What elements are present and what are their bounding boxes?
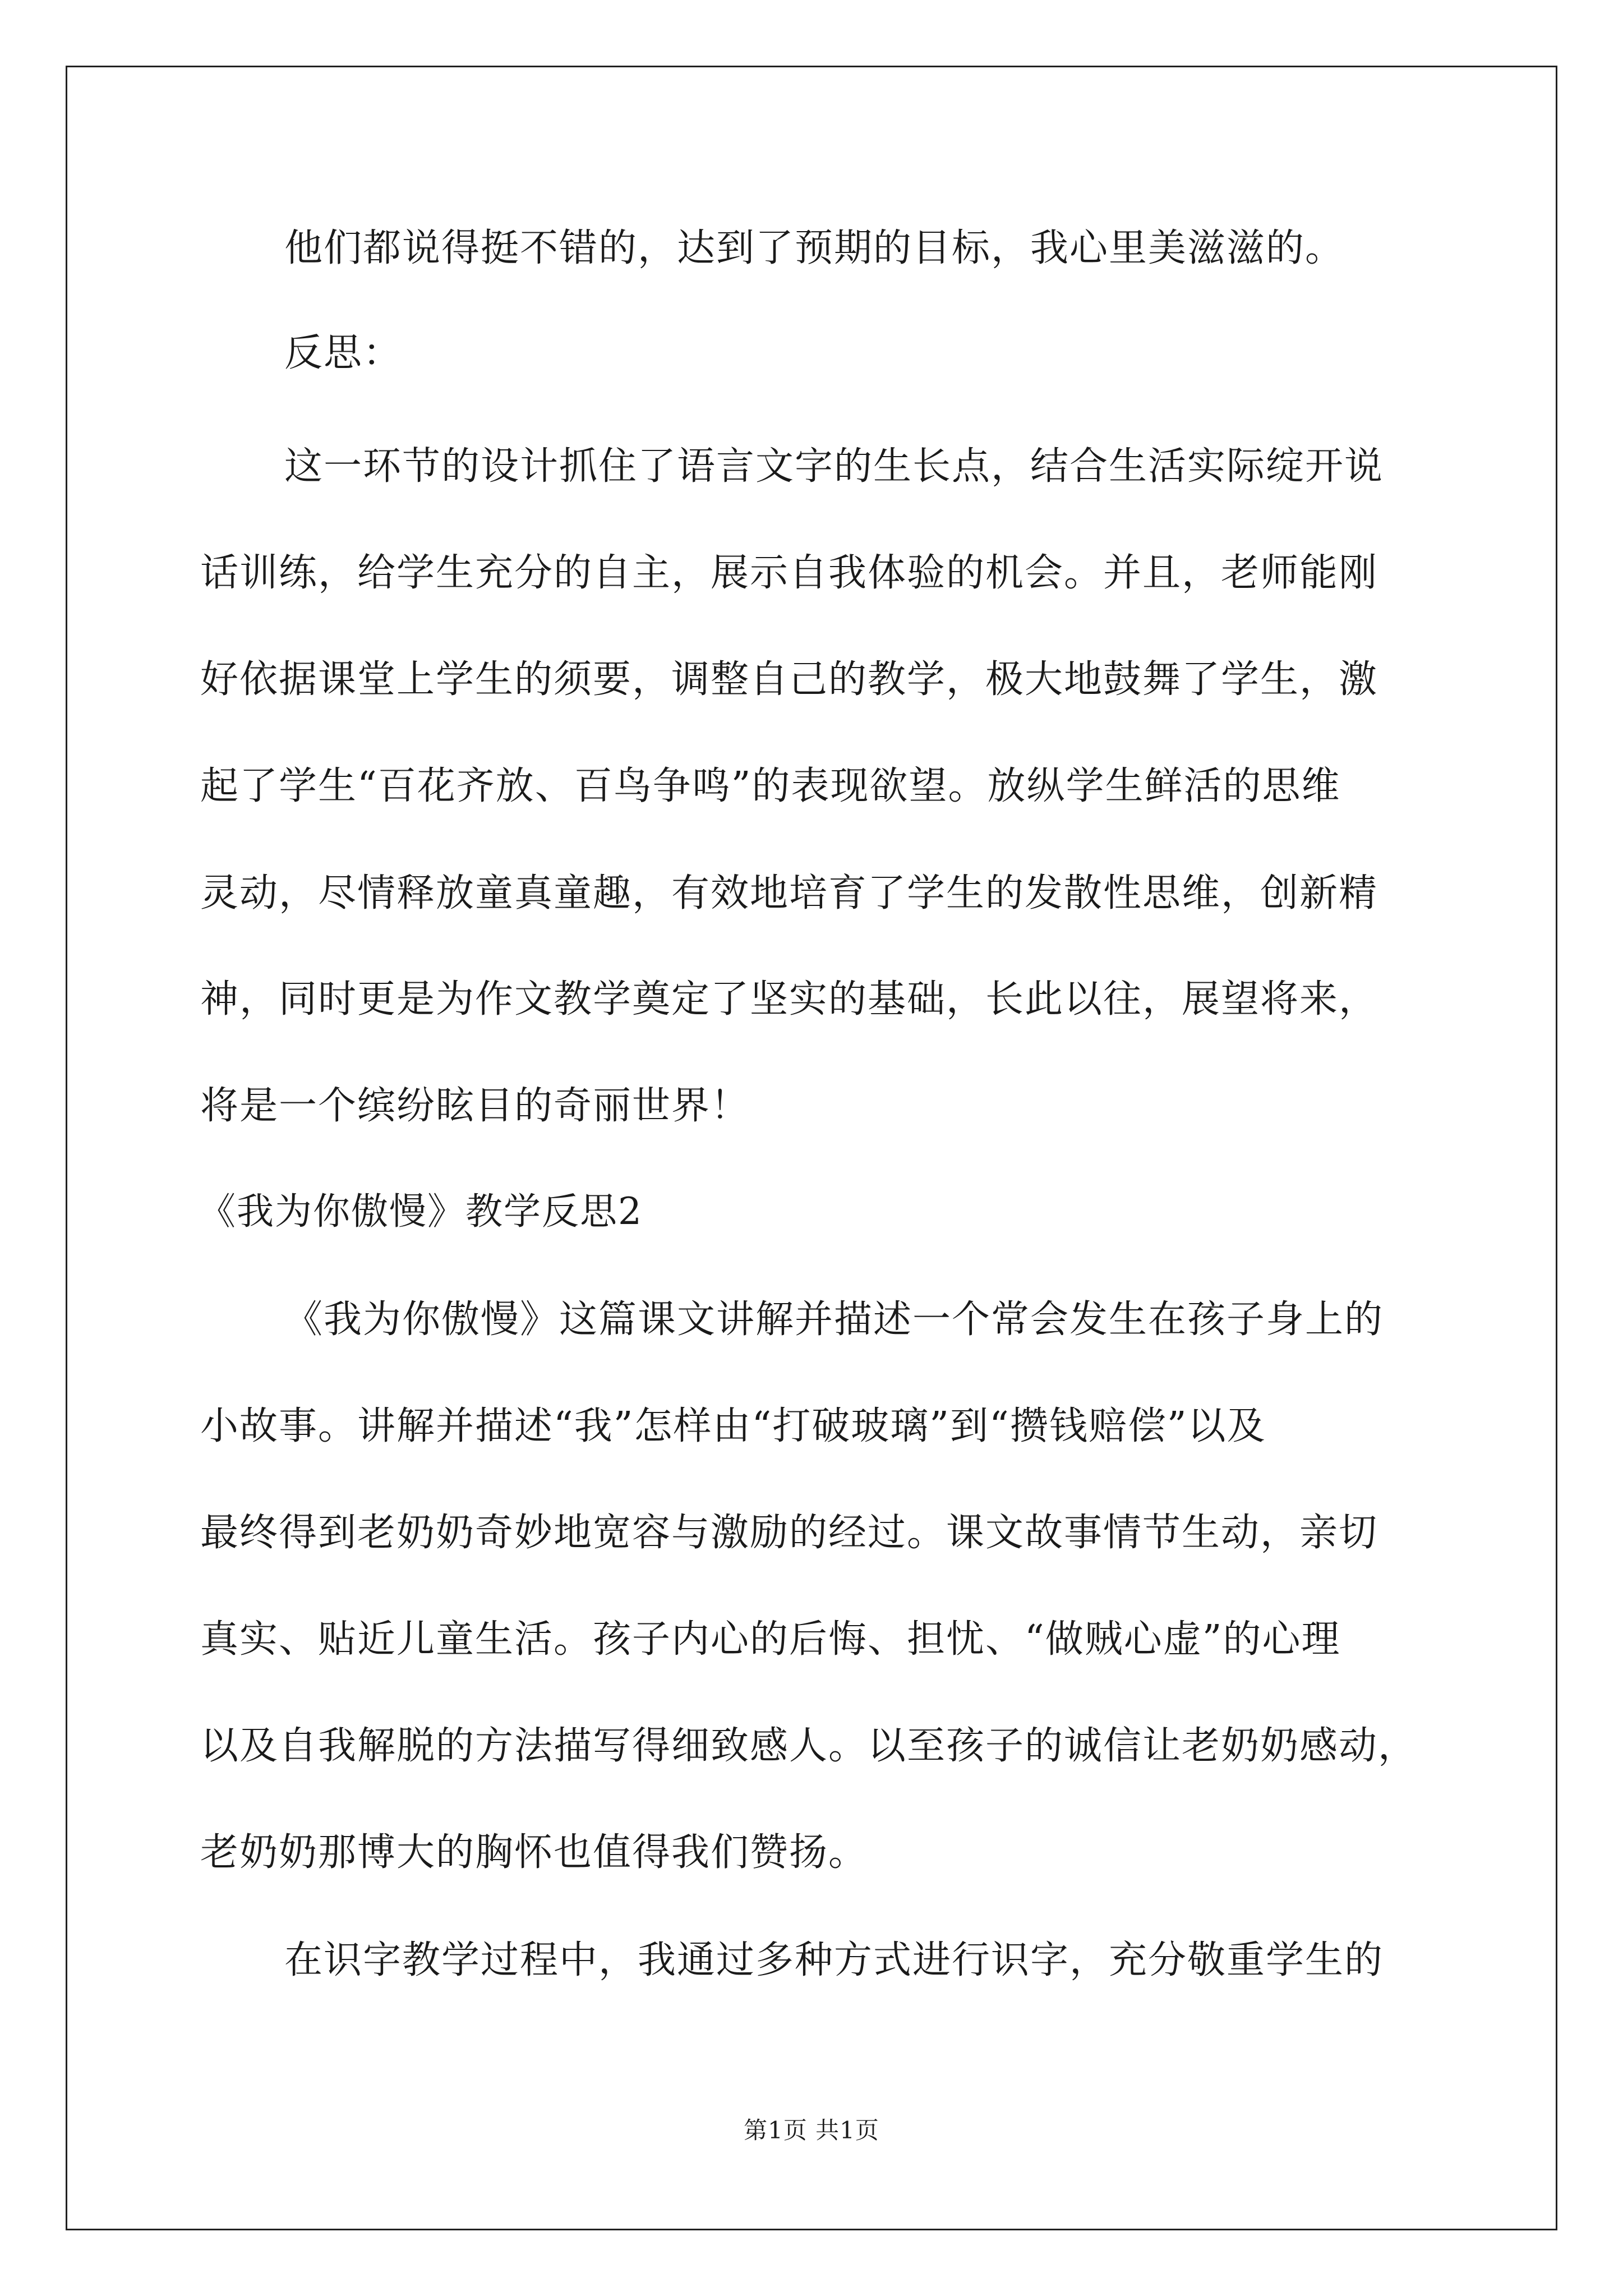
paragraph-line: 神，同时更是为作文教学奠定了坚实的基础，长此以往，展望将来， [200, 977, 1378, 1022]
paragraph-line: 他们都说得挺不错的，达到了预期的目标，我心里美滋滋的。 [284, 226, 1345, 270]
paragraph-line: 起了学生“百花齐放、百鸟争鸣”的表现欲望。放纵学生鲜活的思维 [200, 764, 1341, 808]
page-border [66, 66, 1557, 2230]
paragraph-line: 灵动，尽情释放童真童趣，有效地培育了学生的发散性思维，创新精 [200, 871, 1378, 915]
paragraph-line: 话训练，给学生充分的自主，展示自我体验的机会。并且，老师能刚 [200, 551, 1378, 595]
paragraph-line: 好依据课堂上学生的须要，调整自己的教学，极大地鼓舞了学生，激 [200, 657, 1378, 702]
paragraph-line: 将是一个缤纷眩目的奇丽世界！ [200, 1084, 750, 1128]
page-footer: 第1页 共1页 [744, 2116, 879, 2144]
paragraph-line: 老奶奶那博大的胸怀也值得我们赞扬。 [200, 1830, 868, 1875]
paragraph-line: 反思： [284, 331, 403, 375]
paragraph-line: 这一环节的设计抓住了语言文字的生长点，结合生活实际绽开说 [284, 444, 1384, 489]
paragraph-line: 《我为你傲慢》这篇课文讲解并描述一个常会发生在孩子身上的 [284, 1297, 1384, 1342]
paragraph-line: 最终得到老奶奶奇妙地宽容与激励的经过。课文故事情节生动，亲切 [200, 1511, 1378, 1555]
paragraph-line: 以及自我解脱的方法描写得细致感人。以至孩子的诚信让老奶奶感动， [200, 1724, 1418, 1768]
paragraph-line: 在识字教学过程中，我通过多种方式进行识字，充分敬重学生的 [284, 1938, 1384, 1982]
paragraph-line: 真实、贴近儿童生活。孩子内心的后悔、担忧、“做贼心虚”的心理 [200, 1617, 1341, 1662]
section-heading: 《我为你傲慢》教学反思2 [199, 1190, 643, 1233]
paragraph-line: 小故事。讲解并描述“我”怎样由“打破玻璃”到“攒钱赔偿”以及 [200, 1404, 1266, 1448]
